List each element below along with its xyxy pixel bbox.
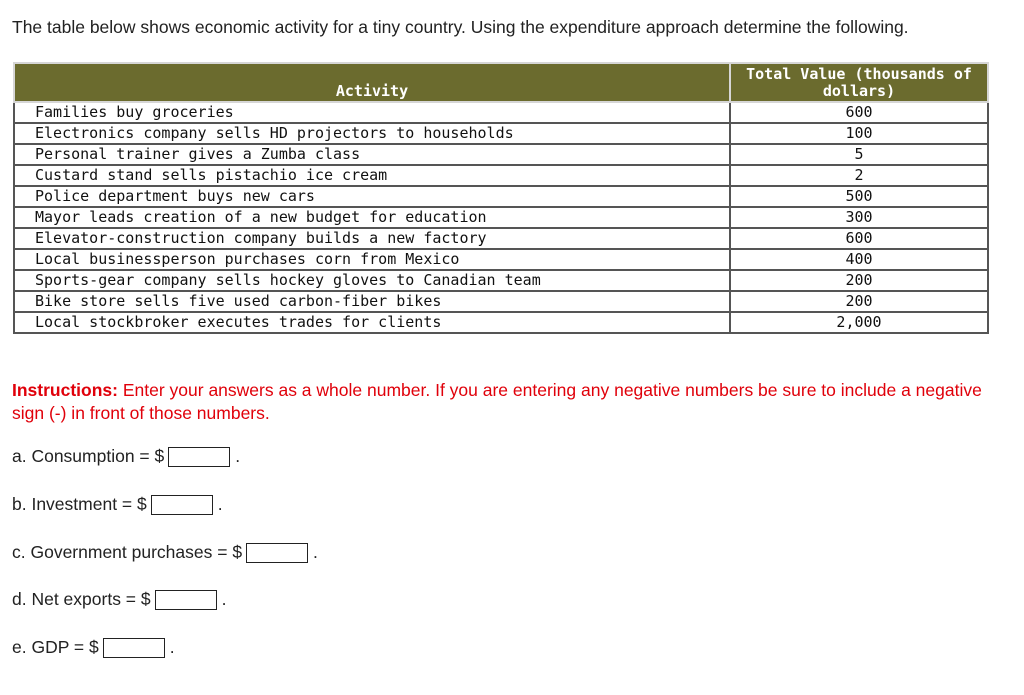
consumption-label: a. Consumption = $ [12,446,165,466]
value-cell: 100 [730,123,988,144]
activity-cell: Local stockbroker executes trades for clients [14,312,730,333]
value-cell: 200 [730,270,988,291]
value-cell: 5 [730,144,988,165]
activity-cell: Local businessperson purchases corn from Mexico [14,249,730,270]
activity-cell: Bike store sells five used carbon-fiber bikes [14,291,730,312]
value-cell: 600 [730,228,988,249]
activity-cell: Personal trainer gives a Zumba class [14,144,730,165]
question-consumption [12,446,240,467]
net-exports-answer-input[interactable] [155,590,217,610]
period: . [313,542,318,562]
table-row [14,312,988,333]
table-row [14,123,988,144]
government-purchases-label: c. Government purchases = $ [12,542,243,562]
question-government-purchases [12,542,318,563]
value-cell: 300 [730,207,988,228]
consumption-answer-input[interactable] [168,447,230,467]
value-cell: 600 [730,102,988,123]
table-row [14,186,988,207]
value-header-line1: Total Value (thousands of [746,65,972,83]
activity-cell: Electronics company sells HD projectors to households [14,123,730,144]
investment-label: b. Investment = $ [12,494,147,514]
net-exports-label: d. Net exports = $ [12,589,151,609]
activity-column-header: Activity [14,63,730,102]
investment-answer-input[interactable] [151,495,213,515]
table-row [14,228,988,249]
value-cell: 500 [730,186,988,207]
activity-cell: Elevator-construction company builds a new factory [14,228,730,249]
activity-cell: Police department buys new cars [14,186,730,207]
instructions [12,379,1012,425]
gdp-answer-input[interactable] [103,638,165,658]
period: . [217,494,223,514]
instructions-label: Instructions: [12,380,118,400]
period: . [235,446,241,466]
table-row [14,291,988,312]
table-row [14,102,988,123]
value-header-line2: dollars) [822,82,896,100]
activity-cell: Families buy groceries [14,102,730,123]
question-net-exports [12,589,227,610]
value-cell: 2 [730,165,988,186]
gdp-label: e. GDP = $ [12,637,99,657]
government-purchases-answer-input[interactable] [246,543,308,563]
value-cell: 2,000 [730,312,988,333]
table-row [14,144,988,165]
value-cell: 400 [730,249,988,270]
activity-cell: Mayor leads creation of a new budget for education [14,207,730,228]
table-row [14,270,988,291]
table-row [14,165,988,186]
activity-cell: Custard stand sells pistachio ice cream [14,165,730,186]
question-investment [12,494,223,515]
table-header-row [14,63,988,102]
value-column-header [730,63,988,102]
table-row [14,207,988,228]
period: . [169,637,175,657]
intro-text: The table below shows economic activity for a tiny country. Using the expenditure approach determine the following. [12,17,909,37]
value-cell: 200 [730,291,988,312]
table-row [14,249,988,270]
activity-cell: Sports-gear company sells hockey gloves to Canadian team [14,270,730,291]
economic-activity-table [13,62,989,334]
period: . [221,589,227,609]
question-gdp [12,637,175,658]
instructions-text: Enter your answers as a whole number. If you are entering any negative numbers be sure to include a negative sign (-) in front of those numbers. [12,380,982,423]
